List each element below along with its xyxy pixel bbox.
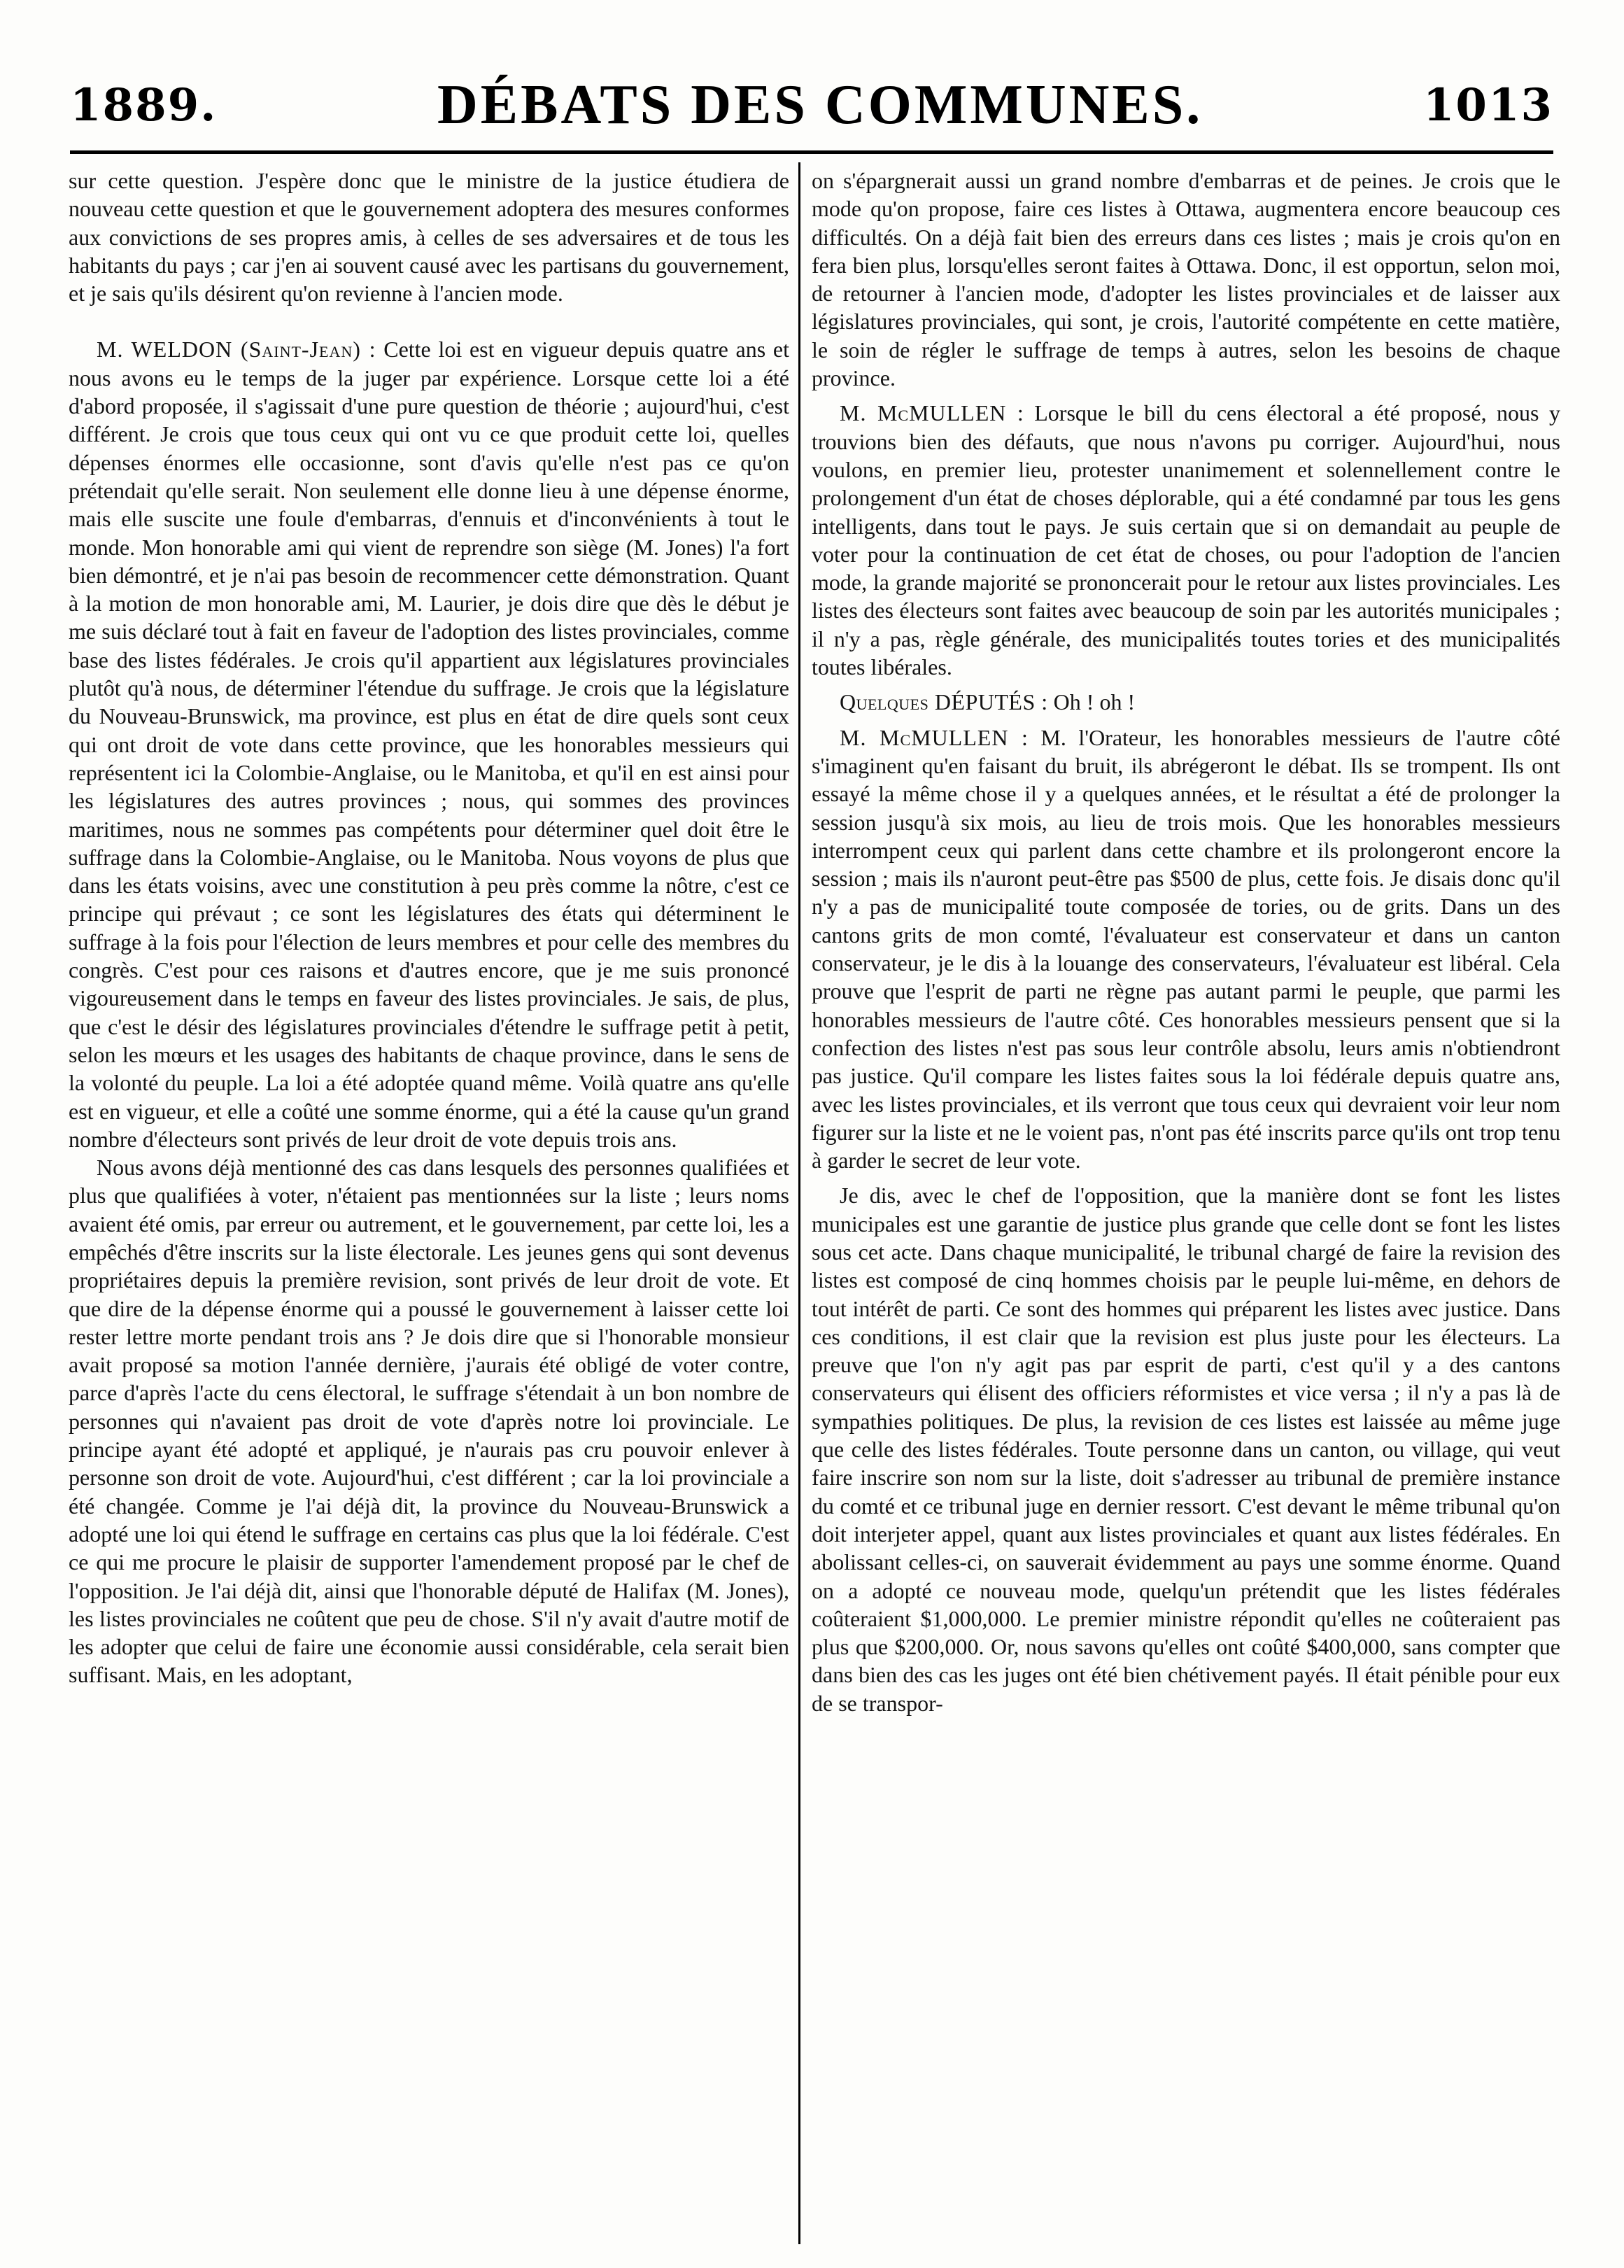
right-column bbox=[812, 167, 1560, 2252]
header-title: DÉBATS DES COMMUNES. bbox=[437, 73, 1203, 136]
speaker-name: Quelques DÉPUTÉS : bbox=[840, 689, 1048, 715]
speech-mcmullen bbox=[812, 724, 1560, 1175]
header-year: 1889. bbox=[70, 78, 218, 132]
header-page-number: 1013 bbox=[1422, 78, 1553, 132]
speech-weldon bbox=[69, 335, 789, 1153]
left-column bbox=[69, 167, 789, 2252]
paragraph: Nous avons déjà mentionné des cas dans lesquels des personnes qualifiées et plus que qualifiées à voter, n'étaient pas mentionnées sur la liste ; leurs noms avaient été omis, par erreur ou autrement, et le gouvernement, par cette loi, les a empêchés d'être inscrits sur la liste électorale. Les jeunes gens qui sont devenus propriétaires depuis la première revision, sont privés de leur droit de vote. Et que dire de la dépense énorme qui a poussé le gouvernement à laisser cette loi rester lettre morte pendant trois ans ? Je dois dire que si l'honorable monsieur avait proposé sa motion l'année dernière, j'aurais été obligé de voter contre, parce d'après l'acte du cens électoral, le suffrage s'étendait à un bon nombre de personnes qui n'avaient pas droit de vote d'après notre loi provinciale. Le principe ayant été adopté et appliqué, je n'aurais pas cru pouvoir enlever à personne son droit de vote. Aujourd'hui, c'est différent ; car la loi provinciale a été changée. Comme je l'ai déjà dit, la province du Nouveau-Brunswick a adopté une loi qui étend le suffrage en certains cas plus que la loi fédérale. C'est ce qui me procure le plaisir de supporter l'amendement proposé par le chef de l'opposition. Je l'ai déjà dit, ainsi que l'honorable député de Halifax (M. Jones), les listes provinciales ne coûtent que peu de chose. S'il n'y avait d'autre motif de les adopter que celui de faire une économie aussi considérable, cela serait bien suffisant. Mais, en les adoptant, bbox=[69, 1155, 789, 1688]
speaker-name: M. WELDON (Saint-Jean) : bbox=[97, 337, 376, 362]
speech-text: Oh ! oh ! bbox=[1047, 689, 1136, 715]
paragraph: sur cette question. J'espère donc que le ministre de la justice étudiera de nouveau cette question et que le gouvernement adoptera des mesures conformes aux convictions de ses propres amis, à celles de ses adversaires et de tous les habitants du pays ; car j'en ai souvent causé avec les partisans du gouvernement, et je sais qu'ils désirent qu'on revienne à l'ancien mode. bbox=[69, 168, 789, 307]
speech-mcmullen bbox=[812, 399, 1560, 681]
speech-text: M. l'Orateur, les honorables messieurs de l'autre côté s'imaginent qu'en faisant du bruit, ils abrégeront le débat. Ils se trompent. Ils ont essayé la même chose il y a quelques années, et le résultat a été de prolonger la session jusqu'à six mois, au lieu de trois mois. Que les honorables messieurs interrompent ceux qui parlent dans cette chambre et ils prolongeront encore la session ; mais ils n'auront peut-être pas $500 de plus, cette fois. Je disais donc qu'il n'y a pas de municipalité toute composée de tories, ou de grits. Dans un des cantons grits de mon comté, l'évaluateur est conservateur et dans un canton conservateur, je le dis à la louange des conservateurs, l'évaluateur est libéral. Cela prouve que l'esprit de parti ne règne pas autant parmi le peuple, que parmi les honorables messieurs de l'autre côté. Ces honorables messieurs pensent que si la confection des listes n'est pas sous leur contrôle absolu, leurs amis n'obtiendront pas justice. Qu'il compare les listes faites sous la loi fédérale depuis quatre ans, avec les listes provinciales, et ils verront que tous ceux qui devraient voir leur nom figurer sur la liste et ne le voient pas, n'ont pas été inscrits parce qu'ils ont trop tenu à garder le secret de leur vote. bbox=[812, 724, 1560, 1174]
column-divider bbox=[798, 162, 800, 2244]
header-rule bbox=[70, 150, 1553, 154]
speaker-name: M. McMULLEN : bbox=[840, 724, 1029, 750]
speaker-name: M. McMULLEN : bbox=[840, 400, 1024, 426]
paragraph: Je dis, avec le chef de l'opposition, que la manière dont se font les listes municipales est une garantie de justice plus grande que celle dont se font les listes sous cet acte. Dans chaque municipalité, le tribunal chargé de faire la revision des listes est composé de cinq hommes choisis par le peuple lui-même, en dehors de tout intérêt de parti. Ce sont des hommes qui préparent les listes avec justice. Dans ces conditions, il est clair que la revision est plus juste pour les électeurs. La preuve que l'on n'y agit pas par esprit de parti, c'est qu'il y a des cantons conservateurs qui élisent des officiers réformistes et vice versa ; il n'y a pas là de sympathies politiques. De plus, la revision de ces listes est laissée au même juge que celle des listes fédérales. Toute personne dans un canton, ou village, qui veut faire inscrire son nom sur la liste, doit s'adresser au tribunal de première instance du comté et ce tribunal juge en dernier ressort. C'est devant le même tribunal qu'on doit interjeter appel, quant aux listes provinciales et quant aux listes fédérales. En abolissant celles-ci, on sauverait évidemment au pays une somme énorme. Quand on a adopté ce nouveau mode, quelqu'un prétendit que les listes fédérales coûteraient $1,000,000. Le premier ministre répondit qu'elles ne coûteraient pas plus que $200,000. Or, nous savons qu'elles ont coûté $400,000, sans compter que dans bien des cas les juges ont été bien chétivement payés. Il était pénible pour eux de se transpor- bbox=[812, 1183, 1560, 1716]
page-header bbox=[70, 70, 1553, 140]
paragraph: on s'épargnerait aussi un grand nombre d'embarras et de peines. Je crois que le mode qu'on propose, faire ces listes à Ottawa, augmentera encore beaucoup ces difficultés. On a déjà fait bien des erreurs dans ces listes ; mais je crois qu'on en fera bien plus, lorsqu'elles seront faites à Ottawa. Donc, il est opportun, selon moi, de retourner à l'ancien mode, d'adopter les listes provinciales et de laisser aux législatures provinciales, qui sont, je crois, l'autorité compétente en cette matière, le soin de régler le suffrage de temps à autres, selon les besoins de chaque province. bbox=[812, 168, 1560, 391]
speech-text: Cette loi est en vigueur depuis quatre ans et nous avons eu le temps de la juger par expérience. Lorsque cette loi a été d'abord proposée, il s'agissait d'une pure question de théorie ; aujourd'hui, c'est différent. Je crois que tous ceux qui ont vu ce que produit cette loi, quelles dépenses énormes elle occasionne, sont d'avis qu'elle n'est pas ce qu'on prétendait qu'elle serait. Non seulement elle donne lieu à une dépense énorme, mais elle suscite une foule d'embarras, d'ennuis et d'inconvénients à tout le monde. Mon honorable ami qui vient de reprendre son siège (M. Jones) l'a fort bien démontré, et je n'ai pas besoin de recommencer cette démonstration. Quant à la motion de mon honorable ami, M. Laurier, je dois dire que dès le début je me suis déclaré tout à fait en faveur de l'adoption des listes provinciales, comme base des listes fédérales. Je crois qu'il appartient aux législatures provinciales plutôt qu'à nous, de déterminer l'étendue du suffrage. Je crois que la législature du Nouveau-Brunswick, ma province, est plus en état de dire quels sont ceux qui ont droit de vote dans cette province, que les honorables messieurs qui représentent ici la Colombie-Anglaise, ou le Manitoba, et qu'il en est ainsi pour les législatures des autres provinces ; nous, qui sommes des provinces maritimes, nous ne sommes pas compétents pour déterminer quel doit être le suffrage dans la Colombie-Anglaise, ou le Manitoba. Nous voyons de plus que dans les états voisins, avec une constitution à peu près comme la nôtre, c'est ce principe qui prévaut ; ce sont les législatures des états qui déterminent le suffrage à la fois pour l'élection de leurs membres et pour celle des membres du congrès. C'est pour ces raisons et d'autres encore, que je me suis prononcé vigoureusement dans le temps en faveur des listes provinciales. Je sais, de plus, que c'est le désir des législatures provinciales d'étendre le suffrage petit à petit, selon les mœurs et les usages des habitants de chaque province, dans le sens de la volonté du peuple. La loi a été adoptée quand même. Voilà quatre ans qu'elle est en vigueur, et elle a coûté une somme énorme, qui a été la cause qu'un grand nombre d'électeurs sont privés de leur droit de vote depuis trois ans. bbox=[69, 337, 789, 1152]
speech-text: Lorsque le bill du cens électoral a été proposé, nous y trouvions bien des défauts, que nous n'avons pu corriger. Aujourd'hui, nous voulons, en premier lieu, protester unanimement et solennellement contre le prolongement d'un état de choses déplorable, qui a été condamné par tous les gens intelligents, dans tout le pays. Je suis certain que si on demandait au peuple de voter pour la continuation de cet état de choses, ou pour l'adoption de l'ancien mode, la grande majorité se prononcerait pour le retour aux listes provinciales. Les listes des électeurs sont faites avec beaucoup de soin par les autorités municipales ; il n'y a pas, règle générale, des municipalités toutes tories et des municipalités toutes libérales. bbox=[812, 400, 1560, 680]
interjection bbox=[812, 688, 1560, 716]
